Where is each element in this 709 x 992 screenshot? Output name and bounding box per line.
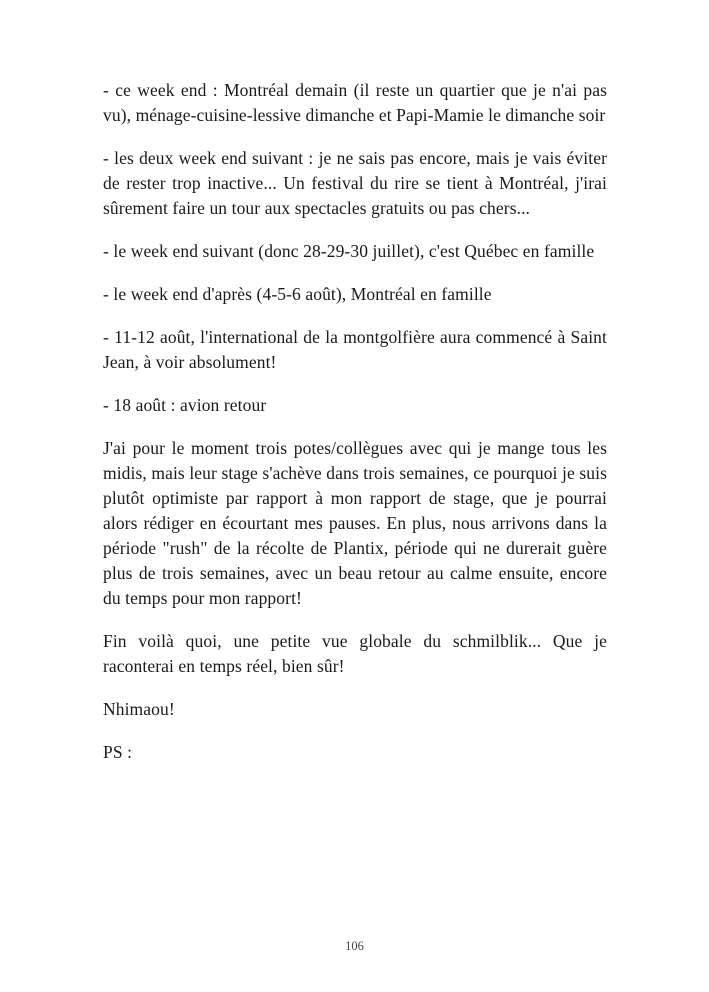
paragraph: - 11-12 août, l'international de la montgolfière aura commencé à Saint Jean, à voir absolument! (103, 327, 607, 372)
paragraph: J'ai pour le moment trois potes/collègues avec qui je mange tous les midis, mais leur stage s'achève dans trois semaines, ce pourquoi je suis plutôt optimiste par rapport à mon rapport de stage, que je pourrai alors rédiger en écourtant mes pauses. En plus, nous arrivons dans la période "rush" de la récolte de Plantix, période qui ne durerait guère plus de trois semaines, avec un beau retour au calme ensuite, encore du temps pour mon rapport! (103, 438, 607, 608)
paragraph: Nhimaou! (103, 699, 175, 719)
paragraph: - ce week end : Montréal demain (il reste un quartier que je n'ai pas vu), ménage-cuisine-lessive dimanche et Papi-Mamie le dimanche soir (103, 80, 607, 125)
paragraph: - les deux week end suivant : je ne sais pas encore, mais je vais éviter de rester trop inactive... Un festival du rire se tient à Montréal, j'irai sûrement faire un tour aux spectacles gratuits ou pas chers... (103, 148, 607, 218)
page-text-block (103, 78, 607, 783)
page-number: 106 (345, 939, 364, 953)
paragraph: Fin voilà quoi, une petite vue globale du schmilblik... Que je raconterai en temps réel, bien sûr! (103, 631, 607, 676)
paragraph: - le week end suivant (donc 28-29-30 juillet), c'est Québec en famille (103, 241, 595, 261)
paragraph: PS : (103, 742, 133, 762)
paragraph: - le week end d'après (4-5-6 août), Montréal en famille (103, 284, 492, 304)
paragraph: - 18 août : avion retour (103, 395, 267, 415)
